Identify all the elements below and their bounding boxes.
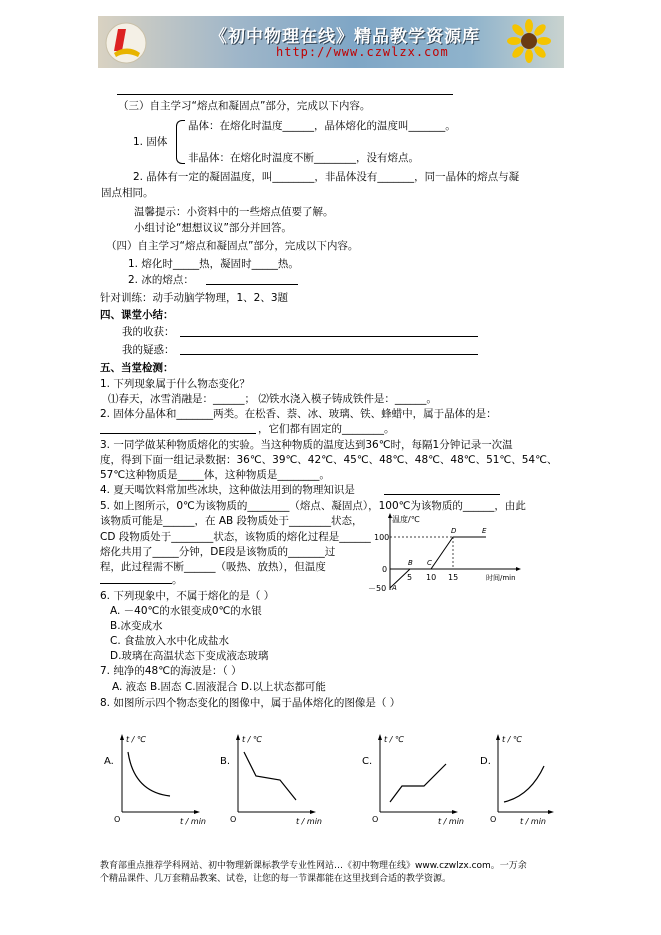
graph-c-letter: C. bbox=[362, 756, 373, 767]
sec3-item2a: 2. 晶体有一定的凝固温度，叫________，非晶体没有_______，同一晶体的熔点与凝 bbox=[133, 171, 520, 183]
graph-a[interactable] bbox=[104, 734, 206, 826]
graph-c-origin: O bbox=[372, 815, 379, 824]
graph-a-curve bbox=[128, 752, 170, 796]
q4-answer-line[interactable] bbox=[384, 494, 500, 495]
test-q5e: 程，此过程需不断______（吸热、放热），但温度 bbox=[100, 561, 326, 573]
summary-doubt: 我的疑惑： bbox=[122, 344, 175, 356]
point-e: E bbox=[482, 527, 487, 535]
site-logo-icon bbox=[104, 21, 148, 65]
graph-x10: 10 bbox=[426, 573, 437, 582]
test-q4: 4. 夏天喝饮料常加些冰块，这种做法用到的物理知识是 bbox=[100, 484, 355, 496]
footer-line2: 个精品课件、几万套精品教案、试卷，让您的每一节课都能在这里找到合适的教学资源。 bbox=[100, 874, 452, 884]
graph-d[interactable] bbox=[480, 734, 554, 826]
graph-b-ylabel: t / ℃ bbox=[242, 735, 262, 744]
graph-c-x-arrow-icon bbox=[452, 810, 458, 814]
header-banner bbox=[98, 16, 564, 68]
graph-c-y-arrow-icon bbox=[378, 734, 382, 740]
banner-title: 《初中物理在线》精品教学资源库 bbox=[210, 27, 480, 47]
test-q5a: 5. 如上图所示，0℃为该物质的________（熔点、凝固点），100℃为该物质的______，由此 bbox=[100, 500, 526, 512]
melting-graph bbox=[368, 510, 548, 596]
graph-a-x-arrow-icon bbox=[194, 810, 200, 814]
graph-y100: 100 bbox=[374, 533, 390, 542]
test-q3a: 3. 一同学做某种物质熔化的实验。当这种物质的温度达到36℃时，每隔1分钟记录一次温 bbox=[100, 439, 513, 451]
test-q3c: 57℃这种物质是_____体，这种物质是________。 bbox=[100, 469, 330, 481]
test-q6: 6. 下列现象中，不属于熔化的是（ ） bbox=[100, 590, 275, 602]
test-q1: 1. 下列现象属于什么物态变化？ bbox=[100, 378, 250, 390]
point-c: C bbox=[427, 559, 432, 567]
graph-b-origin: O bbox=[230, 815, 237, 824]
test-q5d: 熔化共用了_____分钟，DE段是该物质的_______过 bbox=[100, 546, 336, 558]
sec3-noncrystal: 非晶体：在熔化时温度不断________，没有熔点。 bbox=[188, 152, 419, 164]
graph-c-xlabel: t / min bbox=[438, 817, 465, 826]
graph-xlabel: 时间/min bbox=[486, 574, 516, 582]
graph-d-y-arrow-icon bbox=[496, 734, 500, 740]
gain-line[interactable] bbox=[180, 336, 478, 337]
page-footer bbox=[100, 860, 570, 886]
graph-a-letter: A. bbox=[104, 756, 114, 767]
graph-yneg: －50 bbox=[368, 584, 387, 593]
graph-x15: 15 bbox=[448, 573, 459, 582]
graph-a-ylabel: t / ℃ bbox=[126, 735, 146, 744]
test-q3b: 度，得到下面一组记录数据：36℃、39℃、42℃、45℃、48℃、48℃、48℃、51℃、54℃、 bbox=[100, 454, 558, 466]
test-q6b: B.冰变成水 bbox=[110, 620, 163, 632]
doubt-line[interactable] bbox=[180, 354, 478, 355]
summary-gain: 我的收获： bbox=[122, 326, 175, 338]
graph-b[interactable] bbox=[220, 734, 322, 826]
q5-answer-line[interactable] bbox=[100, 583, 172, 584]
graph-b-letter: B. bbox=[220, 756, 231, 767]
graph-b-xlabel: t / min bbox=[296, 817, 323, 826]
graph-b-x-arrow-icon bbox=[310, 810, 316, 814]
test-q7: 7. 纯净的48℃的海波是：（ ） bbox=[100, 665, 242, 677]
test-q8: 8. 如图所示四个物态变化的图像中，属于晶体熔化的图像是（ ） bbox=[100, 697, 401, 709]
graph-a-origin: O bbox=[114, 815, 121, 824]
graph-a-xlabel: t / min bbox=[180, 817, 207, 826]
graph-x5: 5 bbox=[407, 573, 413, 582]
test-q1a: ⑴春天，冰雪消融是：______； ⑵铁水浇入模子铸成铁件是：______。 bbox=[108, 393, 437, 405]
point-b: B bbox=[408, 559, 413, 567]
graph-b-curve bbox=[244, 752, 296, 800]
melting-curve bbox=[390, 537, 486, 588]
test-q2b: ，它们都有固定的________。 bbox=[258, 423, 395, 435]
graph-a-y-arrow-icon bbox=[120, 734, 124, 740]
sec3-item2b: 固点相同。 bbox=[101, 187, 154, 199]
test-q2a: 2. 固体分晶体和_______两类。在松香、萘、冰、玻璃、铁、蜂蜡中，属于晶体的是： bbox=[100, 408, 497, 420]
sec3-discuss: 小组讨论“想想议议”部分并回答。 bbox=[134, 222, 292, 234]
graph-b-y-arrow-icon bbox=[236, 734, 240, 740]
q8-graphs bbox=[100, 730, 560, 830]
graph-d-letter: D. bbox=[480, 756, 491, 767]
graph-y0: 0 bbox=[382, 565, 388, 574]
banner-url[interactable]: http://www.czwlzx.com bbox=[276, 45, 449, 59]
header-divider bbox=[117, 94, 453, 95]
test-q5c: CD 段物质处于________状态，该物质的熔化过程是______ bbox=[100, 531, 371, 543]
graph-d-origin: O bbox=[490, 815, 497, 824]
x-axis-arrow-icon bbox=[516, 567, 521, 571]
point-d: D bbox=[451, 527, 457, 535]
sec4-item2: 2. 冰的熔点： bbox=[128, 274, 194, 286]
point-a: A bbox=[392, 584, 397, 592]
graph-d-ylabel: t / ℃ bbox=[502, 735, 522, 744]
sunflower-icon bbox=[506, 18, 552, 64]
test-q6c: C. 食盐放入水中化成盐水 bbox=[110, 635, 230, 647]
period-mark: 。 bbox=[172, 574, 183, 586]
brace-symbol bbox=[176, 120, 185, 164]
graph-d-x-arrow-icon bbox=[548, 810, 554, 814]
graph-d-curve bbox=[504, 766, 544, 802]
test-heading: 五、当堂检测： bbox=[100, 362, 174, 374]
q2-answer-line[interactable] bbox=[100, 433, 256, 434]
sec3-solid-label: 1. 固体 bbox=[133, 136, 168, 148]
sec4-heading: （四）自主学习“熔点和凝固点”部分，完成以下内容。 bbox=[106, 240, 359, 252]
sec4-practice: 针对训练：动手动脑学物理，1、2、3题 bbox=[100, 292, 289, 304]
test-q7-options: A. 液态 B.固态 C.固液混合 D.以上状态都可能 bbox=[112, 681, 326, 693]
summary-heading: 四、课堂小结： bbox=[100, 309, 174, 321]
graph-c-curve bbox=[390, 764, 446, 802]
answer-line[interactable] bbox=[206, 284, 298, 285]
test-q6a: A. －40℃的水银变成0℃的水银 bbox=[110, 605, 262, 617]
footer-line1: 教育部重点推荐学科网站、初中物理新课标教学专业性网站…《初中物理在线》www.czwlzx.com。一万余 bbox=[100, 861, 527, 871]
graph-ylabel: 温度/℃ bbox=[392, 515, 420, 524]
sec3-crystal: 晶体：在熔化时温度______，晶体熔化的温度叫_______。 bbox=[188, 120, 456, 132]
sec3-tip: 温馨提示：小资料中的一些熔点值要了解。 bbox=[134, 206, 334, 218]
graph-c-ylabel: t / ℃ bbox=[384, 735, 404, 744]
test-q5b: 该物质可能是______，在 AB 段物质处于________状态， bbox=[100, 515, 363, 527]
sec4-item1: 1. 熔化时_____热，凝固时_____热。 bbox=[128, 258, 299, 270]
sec3-heading: （三）自主学习“熔点和凝固点”部分，完成以下内容。 bbox=[118, 100, 371, 112]
graph-d-xlabel: t / min bbox=[520, 817, 547, 826]
graph-c[interactable] bbox=[362, 734, 464, 826]
test-q6d: D.玻璃在高温状态下变成液态玻璃 bbox=[110, 650, 269, 662]
